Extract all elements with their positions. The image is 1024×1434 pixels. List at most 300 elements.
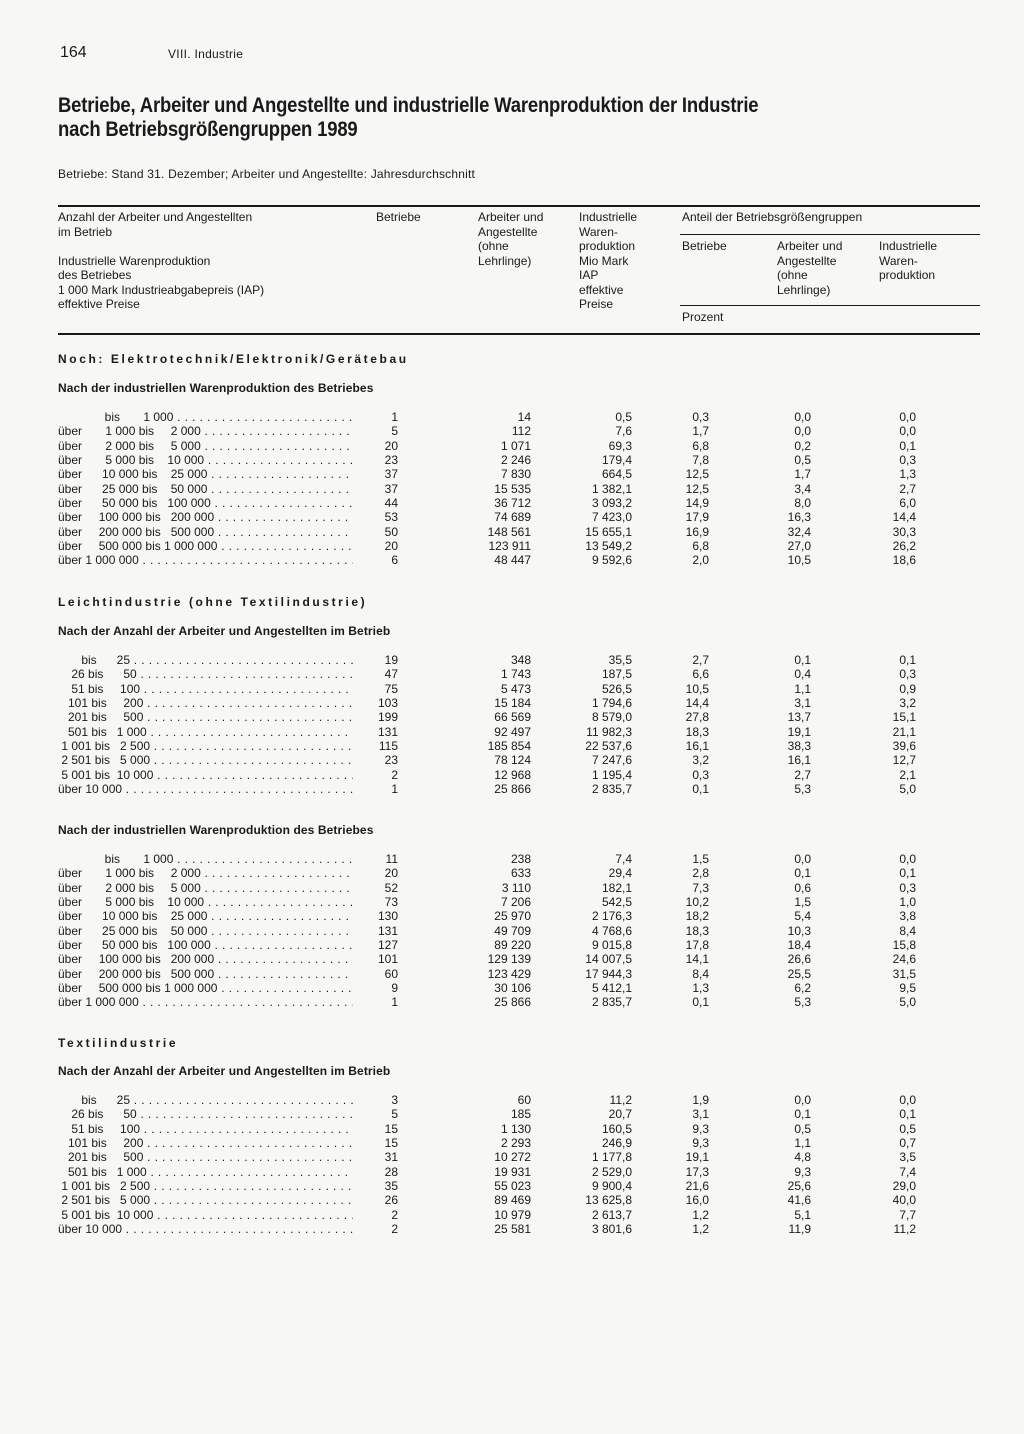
cell-arbeiter: 15 184 bbox=[494, 696, 531, 711]
cell-warenproduktion: 3 801,6 bbox=[591, 1222, 632, 1237]
cell-anteil-betriebe: 16,0 bbox=[685, 1193, 709, 1208]
cell-anteil-arbeiter: 0,0 bbox=[794, 424, 811, 439]
cell-anteil-arbeiter: 0,0 bbox=[794, 852, 811, 866]
row-label: 201 bis 500 . . . bbox=[58, 1150, 353, 1164]
cell-anteil-waren: 0,0 bbox=[899, 1093, 916, 1107]
cell-betriebe: 3 bbox=[391, 1093, 398, 1107]
cell-warenproduktion: 29,4 bbox=[608, 866, 632, 881]
cell-arbeiter: 25 581 bbox=[494, 1222, 531, 1237]
cell-anteil-waren: 21,1 bbox=[892, 724, 916, 739]
cell-arbeiter: 7 830 bbox=[500, 467, 531, 482]
cell-warenproduktion: 2 529,0 bbox=[591, 1164, 632, 1179]
cell-arbeiter: 25 866 bbox=[494, 782, 531, 797]
cell-anteil-arbeiter: 16,1 bbox=[787, 753, 811, 768]
row-label: über 2 000 bis 5 000 . . . bbox=[58, 439, 353, 453]
cell-betriebe: 20 bbox=[384, 866, 398, 881]
cell-anteil-arbeiter: 0,2 bbox=[794, 438, 811, 453]
cell-arbeiter: 25 866 bbox=[494, 995, 531, 1010]
row-label: über 50 000 bis 100 000 . . . bbox=[58, 496, 353, 510]
cell-betriebe: 37 bbox=[384, 481, 398, 496]
cell-anteil-betriebe: 7,8 bbox=[692, 453, 709, 468]
cell-anteil-arbeiter: 2,7 bbox=[794, 767, 811, 782]
cell-arbeiter: 74 689 bbox=[494, 510, 531, 525]
cell-anteil-betriebe: 6,6 bbox=[692, 667, 709, 682]
cell-anteil-betriebe: 27,8 bbox=[685, 710, 709, 725]
cell-betriebe: 131 bbox=[377, 724, 398, 739]
cell-anteil-waren: 0,9 bbox=[899, 681, 916, 696]
header-anteil-waren: Industrielle Waren- produktion bbox=[879, 239, 938, 282]
cell-betriebe: 199 bbox=[377, 710, 398, 725]
cell-anteil-arbeiter: 3,1 bbox=[794, 696, 811, 711]
cell-arbeiter: 19 931 bbox=[494, 1164, 531, 1179]
cell-warenproduktion: 8 579,0 bbox=[591, 710, 632, 725]
page-number: 164 bbox=[60, 44, 87, 61]
cell-anteil-betriebe: 9,3 bbox=[692, 1121, 709, 1136]
cell-anteil-waren: 12,7 bbox=[892, 753, 916, 768]
row-label: über 10 000 bis 25 000 . . . bbox=[58, 909, 353, 923]
cell-betriebe: 50 bbox=[384, 524, 398, 539]
cell-arbeiter: 25 970 bbox=[494, 909, 531, 924]
row-label: 501 bis 1 000 . . . bbox=[58, 725, 353, 739]
header-anteil-arbeiter: Arbeiter und Angestellte (ohne Lehrlinge) bbox=[777, 239, 843, 297]
cell-anteil-waren: 0,1 bbox=[899, 438, 916, 453]
cell-anteil-arbeiter: 0,4 bbox=[794, 667, 811, 682]
cell-anteil-betriebe: 21,6 bbox=[685, 1179, 709, 1194]
cell-arbeiter: 78 124 bbox=[494, 753, 531, 768]
cell-betriebe: 37 bbox=[384, 467, 398, 482]
cell-warenproduktion: 1 794,6 bbox=[591, 696, 632, 711]
cell-anteil-arbeiter: 16,3 bbox=[787, 510, 811, 525]
cell-anteil-betriebe: 8,4 bbox=[692, 966, 709, 981]
cell-anteil-waren: 2,1 bbox=[899, 767, 916, 782]
cell-anteil-arbeiter: 0,6 bbox=[794, 880, 811, 895]
table-row bbox=[0, 667, 1024, 681]
cell-anteil-arbeiter: 11,9 bbox=[788, 1222, 811, 1237]
cell-anteil-betriebe: 1,3 bbox=[692, 981, 709, 996]
cell-warenproduktion: 17 944,3 bbox=[585, 966, 632, 981]
row-label: 101 bis 200 . . . bbox=[58, 696, 353, 710]
cell-anteil-betriebe: 10,2 bbox=[685, 895, 709, 910]
cell-anteil-waren: 18,6 bbox=[892, 553, 916, 568]
table-row bbox=[0, 895, 1024, 909]
table-row bbox=[0, 696, 1024, 710]
cell-arbeiter: 238 bbox=[510, 852, 531, 866]
cell-anteil-betriebe: 17,8 bbox=[685, 938, 709, 953]
header-betriebe: Betriebe bbox=[376, 210, 421, 224]
cell-warenproduktion: 11 982,3 bbox=[586, 724, 632, 739]
cell-betriebe: 75 bbox=[384, 681, 398, 696]
cell-anteil-waren: 15,1 bbox=[892, 710, 916, 725]
cell-anteil-waren: 9,5 bbox=[899, 981, 916, 996]
cell-anteil-betriebe: 2,0 bbox=[692, 553, 709, 568]
cell-anteil-arbeiter: 0,5 bbox=[794, 1121, 811, 1136]
cell-betriebe: 53 bbox=[384, 510, 398, 525]
row-label: über 10 000 bis 25 000 . . . bbox=[58, 467, 353, 481]
cell-arbeiter: 30 106 bbox=[494, 981, 531, 996]
cell-anteil-waren: 24,6 bbox=[892, 952, 916, 967]
cell-arbeiter: 1 130 bbox=[500, 1121, 531, 1136]
cell-anteil-betriebe: 19,1 bbox=[685, 1150, 709, 1165]
section-title: Textilindustrie bbox=[58, 1036, 179, 1050]
cell-arbeiter: 148 561 bbox=[487, 524, 531, 539]
row-label: 2 501 bis 5 000 . . . bbox=[58, 1193, 353, 1207]
table-row bbox=[0, 1179, 1024, 1193]
cell-anteil-waren: 3,8 bbox=[899, 909, 916, 924]
cell-warenproduktion: 20,7 bbox=[608, 1107, 632, 1122]
row-label: über 10 000 . . . bbox=[58, 1222, 353, 1236]
cell-anteil-arbeiter: 32,4 bbox=[787, 524, 811, 539]
table-row bbox=[0, 1165, 1024, 1179]
cell-warenproduktion: 246,9 bbox=[601, 1136, 632, 1151]
block-subtitle: Nach der Anzahl der Arbeiter und Angestellten im Betrieb bbox=[58, 624, 391, 638]
row-label: bis 25 . . . bbox=[58, 653, 353, 667]
cell-anteil-waren: 0,1 bbox=[899, 1107, 916, 1122]
cell-anteil-betriebe: 1,2 bbox=[692, 1222, 709, 1237]
table-row bbox=[0, 510, 1024, 524]
row-label: 101 bis 200 . . . bbox=[58, 1136, 353, 1150]
cell-warenproduktion: 69,3 bbox=[608, 438, 632, 453]
table-row bbox=[0, 1107, 1024, 1121]
cell-anteil-waren: 0,0 bbox=[899, 852, 916, 866]
cell-anteil-betriebe: 0,3 bbox=[692, 410, 709, 424]
table-row bbox=[0, 938, 1024, 952]
cell-anteil-betriebe: 10,5 bbox=[685, 681, 709, 696]
cell-betriebe: 44 bbox=[384, 496, 398, 511]
table-row bbox=[0, 1150, 1024, 1164]
cell-anteil-betriebe: 3,1 bbox=[692, 1107, 709, 1122]
row-label: über 5 000 bis 10 000 . . . bbox=[58, 453, 353, 467]
cell-betriebe: 47 bbox=[384, 667, 398, 682]
cell-anteil-waren: 6,0 bbox=[899, 496, 916, 511]
cell-arbeiter: 10 979 bbox=[494, 1207, 531, 1222]
cell-betriebe: 131 bbox=[377, 923, 398, 938]
cell-anteil-waren: 0,3 bbox=[899, 667, 916, 682]
cell-betriebe: 5 bbox=[391, 1107, 398, 1122]
table-row bbox=[0, 768, 1024, 782]
cell-arbeiter: 1 743 bbox=[500, 667, 531, 682]
cell-warenproduktion: 542,5 bbox=[601, 895, 632, 910]
cell-anteil-waren: 26,2 bbox=[892, 539, 916, 554]
header-top-rule bbox=[58, 205, 980, 207]
cell-arbeiter: 92 497 bbox=[494, 724, 531, 739]
cell-arbeiter: 36 712 bbox=[494, 496, 531, 511]
cell-arbeiter: 2 293 bbox=[500, 1136, 531, 1151]
row-label: 26 bis 50 . . . bbox=[58, 667, 353, 681]
cell-anteil-waren: 40,0 bbox=[892, 1193, 916, 1208]
cell-warenproduktion: 13 549,2 bbox=[585, 539, 632, 554]
header-stub: Anzahl der Arbeiter und Angestellten im Betrieb Industrielle Warenproduktion des Betriebes 1 000 Mark Industrieabgabepreis (IAP) effektive Preise bbox=[58, 210, 265, 311]
cell-anteil-waren: 14,4 bbox=[892, 510, 916, 525]
table-row bbox=[0, 1122, 1024, 1136]
cell-anteil-arbeiter: 5,1 bbox=[794, 1207, 811, 1222]
cell-arbeiter: 123 911 bbox=[488, 539, 531, 554]
row-label: über 1 000 bis 2 000 . . . bbox=[58, 424, 353, 438]
row-label: über 200 000 bis 500 000 . . . bbox=[58, 525, 353, 539]
cell-anteil-betriebe: 1,9 bbox=[692, 1093, 709, 1107]
cell-anteil-waren: 7,7 bbox=[899, 1207, 916, 1222]
row-label: 501 bis 1 000 . . . bbox=[58, 1165, 353, 1179]
cell-anteil-arbeiter: 38,3 bbox=[787, 739, 811, 754]
cell-anteil-arbeiter: 1,1 bbox=[794, 1136, 811, 1151]
cell-anteil-betriebe: 14,9 bbox=[685, 496, 709, 511]
cell-warenproduktion: 2 835,7 bbox=[591, 782, 632, 797]
section-title: Noch: Elektrotechnik/Elektronik/Gerätebau bbox=[58, 352, 409, 366]
cell-anteil-arbeiter: 26,6 bbox=[787, 952, 811, 967]
table-row bbox=[0, 482, 1024, 496]
cell-warenproduktion: 5 412,1 bbox=[591, 981, 632, 996]
cell-anteil-waren: 0,7 bbox=[899, 1136, 916, 1151]
header-arbeiter: Arbeiter und Angestellte (ohne Lehrlinge) bbox=[478, 210, 544, 268]
table-subtitle: Betriebe: Stand 31. Dezember; Arbeiter und Angestellte: Jahresdurchschnitt bbox=[58, 167, 476, 181]
cell-warenproduktion: 182,1 bbox=[601, 880, 632, 895]
cell-arbeiter: 48 447 bbox=[494, 553, 531, 568]
data-rows bbox=[0, 410, 1024, 568]
cell-anteil-arbeiter: 5,4 bbox=[794, 909, 811, 924]
cell-anteil-arbeiter: 25,6 bbox=[787, 1179, 811, 1194]
table-row bbox=[0, 424, 1024, 438]
cell-arbeiter: 10 272 bbox=[494, 1150, 531, 1165]
cell-arbeiter: 1 071 bbox=[500, 438, 531, 453]
cell-warenproduktion: 526,5 bbox=[601, 681, 632, 696]
cell-anteil-betriebe: 17,9 bbox=[685, 510, 709, 525]
table-row bbox=[0, 739, 1024, 753]
cell-arbeiter: 15 535 bbox=[494, 481, 531, 496]
cell-anteil-betriebe: 1,7 bbox=[692, 424, 709, 439]
cell-betriebe: 9 bbox=[391, 981, 398, 996]
cell-anteil-arbeiter: 10,3 bbox=[787, 923, 811, 938]
cell-warenproduktion: 1 177,8 bbox=[591, 1150, 632, 1165]
cell-anteil-waren: 15,8 bbox=[892, 938, 916, 953]
cell-arbeiter: 2 246 bbox=[500, 453, 531, 468]
cell-anteil-betriebe: 2,8 bbox=[692, 866, 709, 881]
table-row bbox=[0, 995, 1024, 1009]
cell-anteil-betriebe: 14,4 bbox=[685, 696, 709, 711]
cell-anteil-waren: 5,0 bbox=[899, 995, 916, 1010]
cell-betriebe: 52 bbox=[384, 880, 398, 895]
table-row bbox=[0, 1093, 1024, 1107]
cell-warenproduktion: 7 423,0 bbox=[591, 510, 632, 525]
cell-warenproduktion: 2 835,7 bbox=[591, 995, 632, 1010]
cell-arbeiter: 185 bbox=[510, 1107, 531, 1122]
cell-betriebe: 127 bbox=[377, 938, 398, 953]
row-label: über 100 000 bis 200 000 . . . bbox=[58, 510, 353, 524]
cell-betriebe: 2 bbox=[391, 1222, 398, 1237]
cell-betriebe: 60 bbox=[384, 966, 398, 981]
row-label: über 200 000 bis 500 000 . . . bbox=[58, 967, 353, 981]
row-label: 26 bis 50 . . . bbox=[58, 1107, 353, 1121]
cell-betriebe: 103 bbox=[377, 696, 398, 711]
row-label: über 25 000 bis 50 000 . . . bbox=[58, 924, 353, 938]
cell-anteil-arbeiter: 0,1 bbox=[794, 653, 811, 667]
row-label: 5 001 bis 10 000 . . . bbox=[58, 1208, 353, 1222]
cell-anteil-arbeiter: 0,1 bbox=[794, 1107, 811, 1122]
cell-warenproduktion: 15 655,1 bbox=[585, 524, 632, 539]
cell-anteil-arbeiter: 27,0 bbox=[787, 539, 811, 554]
cell-arbeiter: 7 206 bbox=[500, 895, 531, 910]
table-row bbox=[0, 881, 1024, 895]
table-row bbox=[0, 682, 1024, 696]
cell-warenproduktion: 9 900,4 bbox=[591, 1179, 632, 1194]
cell-anteil-waren: 3,2 bbox=[899, 696, 916, 711]
cell-anteil-arbeiter: 0,0 bbox=[794, 1093, 811, 1107]
cell-arbeiter: 55 023 bbox=[494, 1179, 531, 1194]
cell-warenproduktion: 9 592,6 bbox=[591, 553, 632, 568]
row-label: bis 25 . . . bbox=[58, 1093, 353, 1107]
cell-warenproduktion: 7 247,6 bbox=[591, 753, 632, 768]
row-label: 2 501 bis 5 000 . . . bbox=[58, 753, 353, 767]
cell-warenproduktion: 35,5 bbox=[608, 653, 632, 667]
row-label: 5 001 bis 10 000 . . . bbox=[58, 768, 353, 782]
title-line-2: nach Betriebsgrößengruppen 1989 bbox=[58, 118, 358, 141]
table-row bbox=[0, 553, 1024, 567]
table-row bbox=[0, 1193, 1024, 1207]
table-row bbox=[0, 1136, 1024, 1150]
cell-betriebe: 11 bbox=[385, 852, 398, 866]
cell-anteil-waren: 0,3 bbox=[899, 453, 916, 468]
cell-anteil-betriebe: 1,5 bbox=[692, 852, 709, 866]
cell-betriebe: 73 bbox=[384, 895, 398, 910]
cell-anteil-waren: 5,0 bbox=[899, 782, 916, 797]
cell-anteil-arbeiter: 19,1 bbox=[787, 724, 811, 739]
title-line-1: Betriebe, Arbeiter und Angestellte und industrielle Warenproduktion der Industrie bbox=[58, 94, 759, 117]
cell-warenproduktion: 11,2 bbox=[609, 1093, 632, 1107]
header-anteil: Anteil der Betriebsgrößengruppen bbox=[682, 210, 863, 224]
cell-anteil-waren: 0,5 bbox=[899, 1121, 916, 1136]
table-row bbox=[0, 539, 1024, 553]
table-row bbox=[0, 967, 1024, 981]
row-label: über 100 000 bis 200 000 . . . bbox=[58, 952, 353, 966]
cell-betriebe: 5 bbox=[391, 424, 398, 439]
cell-anteil-arbeiter: 1,1 bbox=[794, 681, 811, 696]
cell-betriebe: 31 bbox=[384, 1150, 398, 1165]
cell-anteil-betriebe: 3,2 bbox=[692, 753, 709, 768]
section-title: Leichtindustrie (ohne Textilindustrie) bbox=[58, 595, 368, 609]
cell-anteil-arbeiter: 3,4 bbox=[794, 481, 811, 496]
cell-arbeiter: 60 bbox=[517, 1093, 531, 1107]
cell-anteil-waren: 39,6 bbox=[892, 739, 916, 754]
row-label: 51 bis 100 . . . bbox=[58, 1122, 353, 1136]
cell-arbeiter: 348 bbox=[510, 653, 531, 667]
cell-warenproduktion: 13 625,8 bbox=[585, 1193, 632, 1208]
block-subtitle: Nach der industriellen Warenproduktion des Betriebes bbox=[58, 381, 374, 395]
cell-arbeiter: 12 968 bbox=[494, 767, 531, 782]
cell-anteil-betriebe: 14,1 bbox=[685, 952, 709, 967]
table-row bbox=[0, 1208, 1024, 1222]
cell-betriebe: 23 bbox=[384, 453, 398, 468]
row-label: über 1 000 bis 2 000 . . . bbox=[58, 866, 353, 880]
cell-anteil-waren: 29,0 bbox=[892, 1179, 916, 1194]
cell-anteil-arbeiter: 0,5 bbox=[794, 453, 811, 468]
cell-betriebe: 23 bbox=[384, 753, 398, 768]
cell-betriebe: 28 bbox=[384, 1164, 398, 1179]
cell-anteil-arbeiter: 0,0 bbox=[794, 410, 811, 424]
block-subtitle: Nach der industriellen Warenproduktion des Betriebes bbox=[58, 823, 374, 837]
cell-anteil-arbeiter: 9,3 bbox=[794, 1164, 811, 1179]
table-row bbox=[0, 653, 1024, 667]
cell-betriebe: 130 bbox=[377, 909, 398, 924]
cell-anteil-arbeiter: 5,3 bbox=[794, 995, 811, 1010]
row-label: 201 bis 500 . . . bbox=[58, 710, 353, 724]
table-row bbox=[0, 710, 1024, 724]
table-row bbox=[0, 525, 1024, 539]
anteil-rule bbox=[680, 234, 980, 235]
cell-arbeiter: 89 469 bbox=[494, 1193, 531, 1208]
cell-anteil-waren: 31,5 bbox=[892, 966, 916, 981]
cell-betriebe: 19 bbox=[384, 653, 398, 667]
cell-anteil-betriebe: 0,3 bbox=[692, 767, 709, 782]
table-row bbox=[0, 924, 1024, 938]
cell-arbeiter: 633 bbox=[510, 866, 531, 881]
row-label: 51 bis 100 . . . bbox=[58, 682, 353, 696]
cell-anteil-waren: 0,3 bbox=[899, 880, 916, 895]
cell-anteil-betriebe: 18,3 bbox=[685, 923, 709, 938]
cell-arbeiter: 129 139 bbox=[487, 952, 531, 967]
cell-arbeiter: 185 854 bbox=[487, 739, 531, 754]
cell-arbeiter: 3 110 bbox=[501, 880, 531, 895]
row-label: 1 001 bis 2 500 . . . bbox=[58, 739, 353, 753]
cell-anteil-waren: 1,0 bbox=[899, 895, 916, 910]
cell-anteil-arbeiter: 0,1 bbox=[794, 866, 811, 881]
table-row bbox=[0, 852, 1024, 866]
table-row bbox=[0, 909, 1024, 923]
row-label: über 1 000 000 . . . bbox=[58, 553, 353, 567]
cell-anteil-betriebe: 6,8 bbox=[692, 539, 709, 554]
table-row bbox=[0, 753, 1024, 767]
table-row bbox=[0, 439, 1024, 453]
block-subtitle: Nach der Anzahl der Arbeiter und Angestellten im Betrieb bbox=[58, 1064, 391, 1078]
header-anteil-betriebe: Betriebe bbox=[682, 239, 727, 253]
cell-anteil-betriebe: 17,3 bbox=[685, 1164, 709, 1179]
cell-warenproduktion: 664,5 bbox=[601, 467, 632, 482]
header-prozent: Prozent bbox=[682, 310, 724, 324]
data-rows bbox=[0, 653, 1024, 796]
header-warenproduktion: Industrielle Waren- produktion Mio Mark IAP effektive Preise bbox=[579, 210, 638, 311]
cell-warenproduktion: 4 768,6 bbox=[591, 923, 632, 938]
cell-arbeiter: 5 473 bbox=[500, 681, 531, 696]
cell-anteil-arbeiter: 1,5 bbox=[794, 895, 811, 910]
cell-anteil-betriebe: 12,5 bbox=[685, 467, 709, 482]
table-row bbox=[0, 496, 1024, 510]
cell-warenproduktion: 187,5 bbox=[601, 667, 632, 682]
cell-warenproduktion: 3 093,2 bbox=[591, 496, 632, 511]
cell-betriebe: 101 bbox=[377, 952, 398, 967]
cell-betriebe: 1 bbox=[391, 782, 398, 797]
cell-betriebe: 20 bbox=[384, 539, 398, 554]
cell-anteil-betriebe: 0,1 bbox=[692, 995, 709, 1010]
cell-anteil-betriebe: 7,3 bbox=[692, 880, 709, 895]
cell-anteil-waren: 7,4 bbox=[899, 1164, 916, 1179]
prozent-rule bbox=[680, 305, 980, 306]
cell-arbeiter: 49 709 bbox=[494, 923, 531, 938]
cell-anteil-arbeiter: 5,3 bbox=[794, 782, 811, 797]
cell-warenproduktion: 179,4 bbox=[601, 453, 632, 468]
cell-anteil-betriebe: 18,3 bbox=[685, 724, 709, 739]
row-label: über 5 000 bis 10 000 . . . bbox=[58, 895, 353, 909]
cell-anteil-arbeiter: 4,8 bbox=[794, 1150, 811, 1165]
cell-anteil-betriebe: 9,3 bbox=[692, 1136, 709, 1151]
cell-anteil-betriebe: 6,8 bbox=[692, 438, 709, 453]
chapter-heading: VIII. Industrie bbox=[168, 47, 244, 61]
cell-warenproduktion: 14 007,5 bbox=[585, 952, 632, 967]
row-label: bis 1 000 . . . bbox=[58, 410, 353, 424]
cell-anteil-betriebe: 1,2 bbox=[692, 1207, 709, 1222]
cell-anteil-waren: 0,0 bbox=[899, 410, 916, 424]
cell-warenproduktion: 160,5 bbox=[601, 1121, 632, 1136]
cell-betriebe: 6 bbox=[391, 553, 398, 568]
table-row bbox=[0, 467, 1024, 481]
cell-warenproduktion: 2 176,3 bbox=[591, 909, 632, 924]
cell-arbeiter: 66 569 bbox=[494, 710, 531, 725]
